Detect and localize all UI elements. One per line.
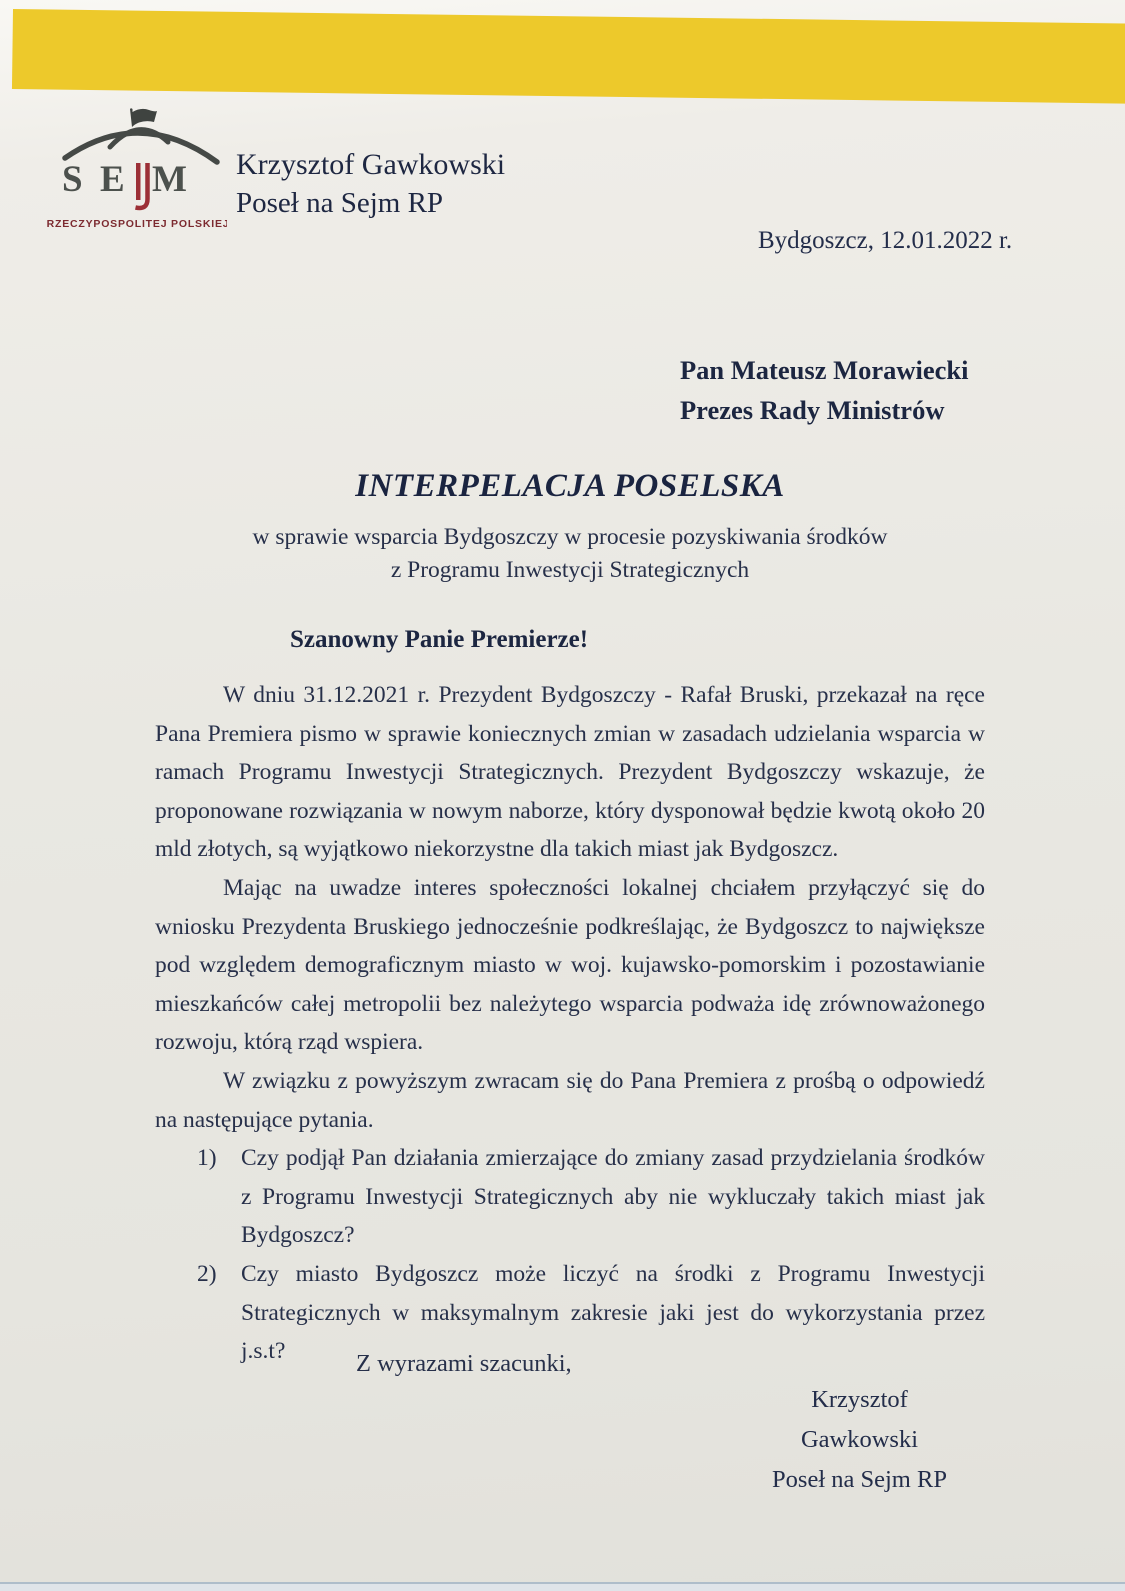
paragraph-3: W związku z powyższym zwracam się do Pana Premiera z prośbą o odpowiedź na następujące pytania. [155, 1067, 985, 1133]
paragraph-1: W dniu 31.12.2021 r. Prezydent Bydgoszczy - Rafał Bruski, przekazał na ręce Pana Premiera pismo w sprawie koniecznych zmian w zasadach udzielania wsparcia w ramach Programu Inwestycji Strategicznych. Prezydent Bydgoszczy wskazuje, że proponowane rozwiązania w nowym naborze, który dysponował będzie kwotą około 20 mld złotych, są wyjątkowo niekorzystne dla takich miast jak Bydgoszcz. [155, 682, 985, 863]
addressee-block [680, 350, 969, 430]
paragraph-2: Mając na uwadze interes społeczności lokalnej chciałem przyłączyć się do wniosku Prezydenta Bruskiego jednocześnie podkreślając, że Bydgoszcz to największe pod względem demograficznym miasto w woj. kujawsko-pomorskim i pozostawianie mieszkańców całej metropolii bez należytego wsparcia podważa idę zrównoważonego rozwoju, którą rząd wspiera. [155, 874, 985, 1056]
question-1-text: Czy podjął Pan działania zmierzające do zmiany zasad przydzielania środków z Programu Inwestycji Strategicznych aby nie wykluczały takich miast jak Bydgoszcz? [241, 1145, 985, 1249]
salutation: Szanowny Panie Premierze! [290, 626, 589, 653]
sejm-logo [42, 100, 227, 238]
letterhead-name: Krzysztof Gawkowski [236, 148, 506, 181]
addressee-role: Prezes Rady Ministrów [680, 395, 945, 425]
signature-block [752, 1380, 967, 1500]
letter-subtitle [95, 521, 1045, 587]
question-2-text: Czy miasto Bydgoszcz może liczyć na środki z Programu Inwestycji Strategicznych w maksymalnym zakresie jaki jest do wykorzystania przez j.s.t? [241, 1260, 985, 1365]
dome-arcs [65, 130, 217, 162]
letterhead-role: Poseł na Sejm RP [236, 187, 444, 219]
letter-body [155, 676, 985, 1371]
letter-title: INTERPELACJA POSELSKA [355, 468, 785, 504]
logo-letter-m: M [152, 159, 187, 200]
date-line: Bydgoszcz, 12.01.2022 r. [758, 227, 1013, 254]
question-item-1 [197, 1139, 985, 1255]
signature-role: Poseł na Sejm RP [772, 1466, 947, 1493]
letter-subtitle-line1: w sprawie wsparcia Bydgoszczy w procesie pozyskiwania środków [252, 524, 888, 550]
letter-subtitle-line2: z Programu Inwestycji Strategicznych [390, 557, 750, 583]
logo-red-j [136, 163, 148, 208]
closing-phrase: Z wyrazami szacunki, [356, 1350, 572, 1377]
bottom-scan-edge-band [0, 1582, 1125, 1591]
logo-letter-s: S [62, 159, 83, 200]
signature-name: Krzysztof Gawkowski [800, 1386, 919, 1453]
question-item-2 [197, 1255, 985, 1371]
sejm-logo-graphic [42, 100, 227, 238]
dome-flag-icon [130, 108, 157, 127]
logo-letters [62, 159, 187, 200]
question-1-marker: 1) [197, 1145, 217, 1172]
logo-caption: RZECZYPOSPOLITEJ POLSKIEJ [46, 218, 227, 230]
logo-letter-e: E [100, 159, 125, 200]
header-yellow-band [12, 9, 1125, 107]
question-2-marker: 2) [197, 1260, 217, 1287]
addressee-name: Pan Mateusz Morawiecki [680, 355, 969, 385]
letterhead-text [236, 146, 505, 222]
